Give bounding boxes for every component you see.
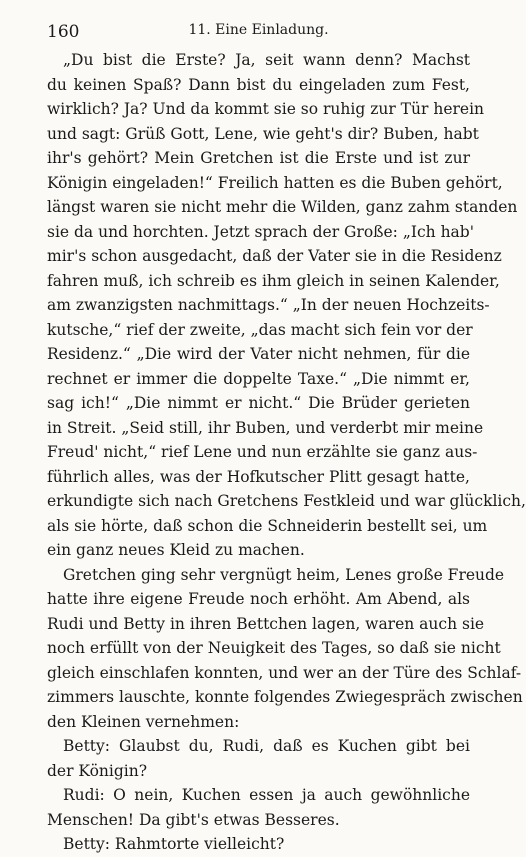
text-line: als sie hörte, daß schon die Schneiderin bestellt sei, um <box>47 516 488 535</box>
text-line: Gretchen ging sehr vergnügt heim, Lenes große Freude <box>63 565 505 584</box>
text-line: Königin eingeladen!“ Freilich hatten es die Buben gehört, <box>47 173 503 192</box>
text-line: fahren muß, ich schreib es ihm gleich in seinen Kalender, <box>47 271 500 290</box>
text-line: am zwanzigsten nachmittags.“ „In der neuen Hochzeits- <box>47 296 490 314</box>
page-number: 160 <box>47 22 80 42</box>
text-line: der Königin? <box>47 761 148 780</box>
text-line: sag ich!“ „Die nimmt er nicht.“ Die Brüder gerieten <box>47 394 470 412</box>
text-line: gleich einschlafen konnten, und wer an der Türe des Schlaf- <box>47 663 522 682</box>
text-line: ein ganz neues Kleid zu machen. <box>47 541 305 559</box>
text-line: Betty: Glaubst du, Rudi, daß es Kuchen gibt bei <box>63 737 470 755</box>
text-line: wirklich? Ja? Und da kommt sie so ruhig zur Tür herein <box>47 100 485 118</box>
text-line: „Du bist die Erste? Ja, seit wann denn? Machst <box>63 51 470 69</box>
text-line: Residenz.“ „Die wird der Vater nicht nehmen, für die <box>47 345 470 363</box>
text-line: Rudi: O nein, Kuchen essen ja auch gewöhnliche <box>63 786 470 804</box>
text-line: noch erfüllt von der Neuigkeit des Tages, so daß sie nicht <box>47 639 501 657</box>
chapter-title: 11. Eine Einladung. <box>188 22 329 38</box>
text-line: und sagt: Grüß Gott, Lene, wie geht's dir? Buben, habt <box>47 124 479 143</box>
text-line: in Streit. „Seid still, ihr Buben, und verderbt mir meine <box>47 418 484 437</box>
text-line: rechnet er immer die doppelte Taxe.“ „Die nimmt er, <box>47 369 470 388</box>
text-line: Betty: Rahmtorte vielleicht? <box>63 835 285 853</box>
body-text <box>47 48 526 857</box>
text-line: du keinen Spaß? Dann bist du eingeladen zum Fest, <box>47 75 470 94</box>
text-line: ihr's gehört? Mein Gretchen ist die Erste und ist zur <box>47 149 470 167</box>
text-line: führlich alles, was der Hofkutscher Plitt gesagt hatte, <box>47 467 470 486</box>
text-line: Rudi und Betty in ihren Bettchen lagen, waren auch sie <box>47 614 485 633</box>
page-header <box>47 22 470 44</box>
text-line: zimmers lauschte, konnte folgendes Zwiegespräch zwischen <box>47 688 523 706</box>
text-line: mir's schon ausgedacht, daß der Vater sie in die Residenz <box>47 247 502 265</box>
text-line: erkundigte sich nach Gretchens Festkleid und war glücklich, <box>47 492 526 510</box>
text-line: Freud' nicht,“ rief Lene und nun erzählte sie ganz aus- <box>47 443 478 461</box>
text-line: längst waren sie nicht mehr die Wilden, ganz zahm standen <box>47 198 518 216</box>
text-line: den Kleinen vernehmen: <box>47 712 240 731</box>
text-line: Menschen! Da gibt's etwas Besseres. <box>47 810 340 829</box>
text-line: hatte ihre eigene Freude noch erhöht. Am Abend, als <box>47 590 470 608</box>
text-line: sie da und horchten. Jetzt sprach der Große: „Ich hab' <box>47 222 474 241</box>
text-line: kutsche,“ rief der zweite, „das macht sich fein vor der <box>47 320 473 339</box>
